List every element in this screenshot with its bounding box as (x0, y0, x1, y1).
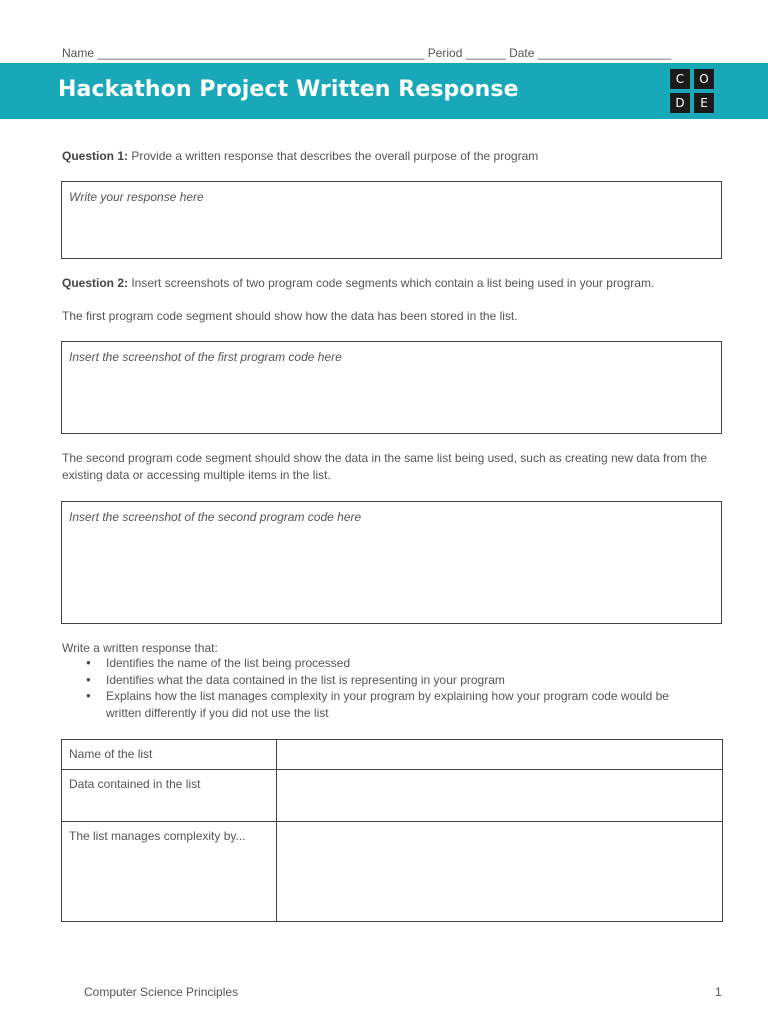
question-1-response-box[interactable] (61, 181, 722, 259)
table-row (62, 740, 723, 770)
list-item: ● Identifies the name of the list being processed (62, 655, 702, 672)
table-input-cell[interactable] (277, 740, 723, 770)
logo-letter: E (694, 93, 714, 113)
footer-course: Computer Science Principles (84, 985, 239, 999)
page-title: Hackathon Project Written Response (58, 77, 519, 102)
table-row (62, 770, 723, 822)
first-segment-instruction: The first program code segment should show how the data has been stored in the list. (62, 309, 518, 323)
logo-letter: O (694, 69, 714, 89)
question-2-label: Question 2: (62, 276, 129, 290)
question-1-text: Provide a written response that describes the overall purpose of the program (128, 149, 539, 163)
footer-page-number: 1 (715, 985, 722, 999)
table-label: Data contained in the list (62, 770, 277, 822)
table-input-cell[interactable] (277, 822, 723, 922)
first-code-placeholder: Insert the screenshot of the first program code here (69, 350, 342, 364)
written-response-criteria (62, 655, 702, 721)
question-1-placeholder: Write your response here (69, 190, 204, 204)
name-period-date-line: Name _________________________________________________ Period ______ Date ____________________ (62, 46, 672, 60)
question-2-text: Insert screenshots of two program code segments which contain a list being used in your program. (128, 276, 655, 290)
logo-letter: C (670, 69, 690, 89)
title-banner (0, 63, 768, 119)
second-code-screenshot-box[interactable] (61, 501, 722, 624)
question-1-label: Question 1: (62, 149, 129, 163)
second-code-placeholder: Insert the screenshot of the second program code here (69, 510, 362, 524)
first-code-screenshot-box[interactable] (61, 341, 722, 434)
list-item: ● Explains how the list manages complexity in your program by explaining how your program code would be written differently if you did not use the list (62, 688, 702, 721)
second-segment-instruction: The second program code segment should show the data in the same list being used, such as creating new data from the existing data or accessing multiple items in the list. (62, 451, 708, 482)
question-1 (62, 148, 538, 165)
logo-letter: D (670, 93, 690, 113)
written-response-intro: Write a written response that: (62, 641, 218, 655)
table-row (62, 822, 723, 922)
table-input-cell[interactable] (277, 770, 723, 822)
code-logo (670, 69, 716, 113)
list-item: ● Identifies what the data contained in the list is representing in your program (62, 672, 702, 689)
table-label: Name of the list (62, 740, 277, 770)
question-2 (62, 275, 654, 292)
list-response-table (61, 739, 723, 922)
table-label: The list manages complexity by... (62, 822, 277, 922)
